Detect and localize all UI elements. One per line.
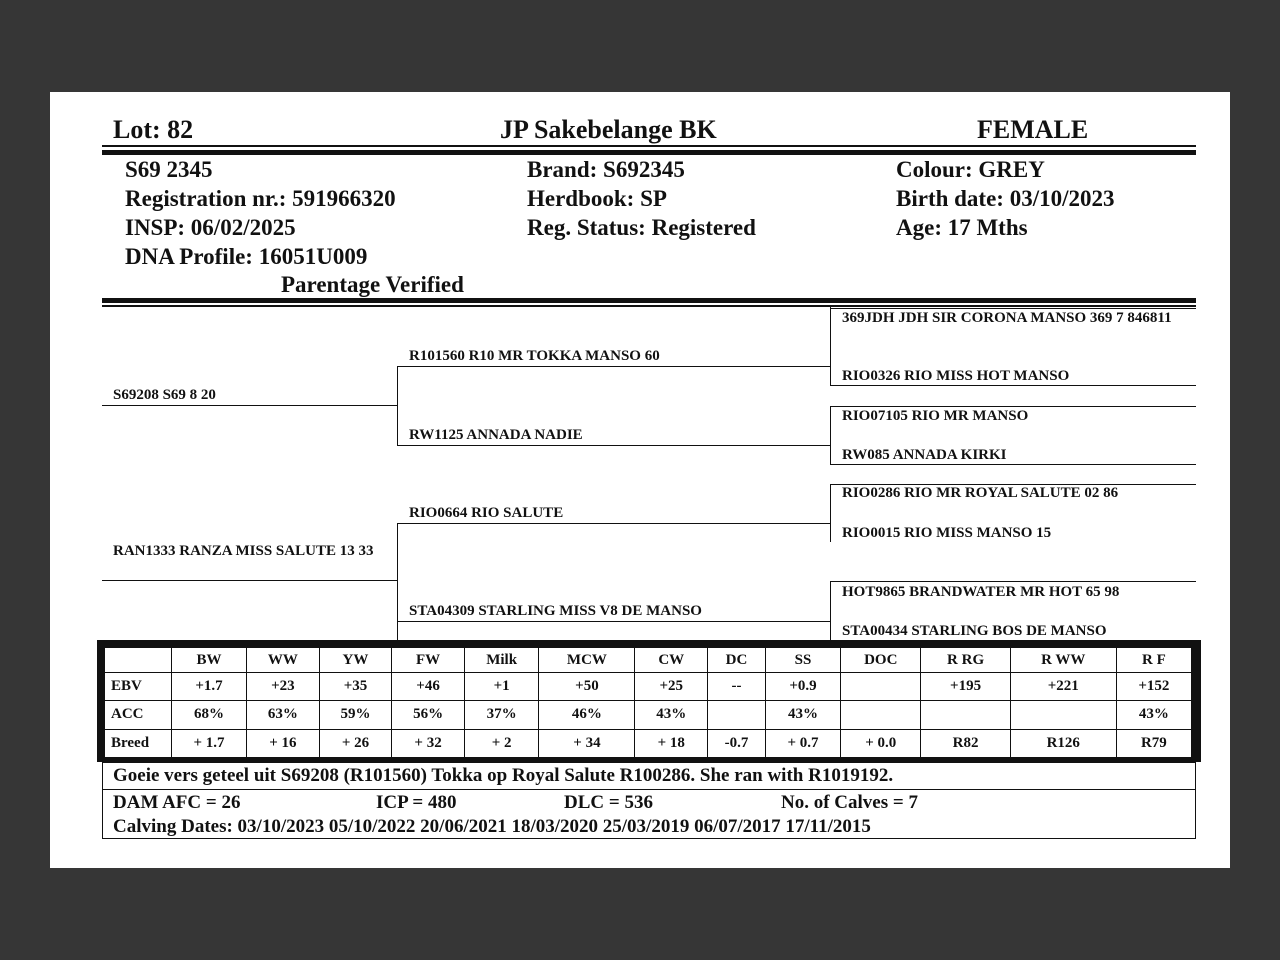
info-rule-top [102,298,1196,303]
ebv-cell: +25 [635,673,708,701]
breed-cell: -0.7 [708,729,766,757]
ebv-cell: +0.9 [765,673,840,701]
sire-sire-name: R101560 R10 MR TOKKA MANSO 60 [409,348,660,364]
breed-cell: + 32 [392,729,465,757]
dam-sire-line [397,523,831,524]
calving-dates: Calving Dates: 03/10/2023 05/10/2022 20/06/2021 18/03/2020 25/03/2019 06/07/2017 17/11/2015 [113,816,871,837]
acc-cell: 43% [1116,701,1191,729]
ebv-col-header: CW [635,648,708,673]
ebv-cell [841,673,921,701]
dam-line [102,580,398,581]
info-rule-bottom [102,305,1196,307]
header-rule-top [102,145,1196,147]
ebv-cell: +46 [392,673,465,701]
acc-cell: 37% [464,701,539,729]
ggp-name-8: STA00434 STARLING BOS DE MANSO [842,623,1107,639]
sire-dam-line [397,445,831,446]
ggp-name-5: RIO0286 RIO MR ROYAL SALUTE 02 86 [842,485,1119,501]
ebv-cell: +23 [247,673,320,701]
ggp-name-7: HOT9865 BRANDWATER MR HOT 65 98 [842,584,1120,600]
acc-row-label: ACC [105,701,172,729]
dam-sire-name: RIO0664 RIO SALUTE [409,505,564,521]
dam-info-box [102,789,1196,839]
acc-cell [921,701,1010,729]
ebv-col-header: Milk [464,648,539,673]
ebv-header-row [105,648,1192,673]
acc-cell: 43% [765,701,840,729]
breed-cell: + 34 [539,729,635,757]
ss-bracket [830,307,831,385]
comment-text: Goeie vers geteel uit S69208 (R101560) Tokka op Royal Salute R100286. She ran with R1019192. [113,765,894,786]
colour: Colour: GREY [896,157,1045,182]
breed-cell: + 2 [464,729,539,757]
acc-cell: 68% [172,701,247,729]
breed-cell: R79 [1116,729,1191,757]
sire-dam-name: RW1125 ANNADA NADIE [409,427,583,443]
dam-dam-name: STA04309 STARLING MISS V8 DE MANSO [409,603,702,619]
header-rule-bottom [102,150,1196,155]
breed-cell: + 0.7 [765,729,840,757]
ebv-col-header: DOC [841,648,921,673]
dam-afc: DAM AFC = 26 [113,792,241,813]
breed-cell: + 1.7 [172,729,247,757]
birth-date: Birth date: 03/10/2023 [896,186,1115,211]
breed-cell: R82 [921,729,1010,757]
ebv-table-frame [97,640,1201,762]
ebv-cell: +1.7 [172,673,247,701]
ebv-col-header: R F [1116,648,1191,673]
lot-card [50,92,1230,868]
ebv-row [105,673,1192,701]
animal-id: S69 2345 [125,157,213,182]
sex-label: FEMALE [977,115,1089,144]
acc-cell [841,701,921,729]
sire-name: S69208 S69 8 20 [113,387,216,403]
dam-calves: No. of Calves = 7 [781,792,918,813]
ebv-col-header: R RG [921,648,1010,673]
ebv-cell: +221 [1010,673,1116,701]
ebv-col-header: BW [172,648,247,673]
dam-dam-line [397,621,831,622]
parentage-status: Parentage Verified [281,272,464,297]
herdbook: Herdbook: SP [527,186,667,211]
ebv-col-header: DC [708,648,766,673]
sire-bracket [397,366,398,445]
insp-date: INSP: 06/02/2025 [125,215,296,240]
ggp-name-4: RW085 ANNADA KIRKI [842,447,1007,463]
breed-cell: + 26 [319,729,392,757]
age: Age: 17 Mths [896,215,1028,240]
ebv-table [104,647,1192,758]
acc-cell: 56% [392,701,465,729]
ebv-row-label: EBV [105,673,172,701]
dam-name: RAN1333 RANZA MISS SALUTE 13 33 [113,543,374,559]
ebv-cell: +1 [464,673,539,701]
breed-cell: + 0.0 [841,729,921,757]
ds-bracket [830,484,831,542]
breed-cell: + 18 [635,729,708,757]
registration-number: Registration nr.: 591966320 [125,186,396,211]
acc-cell: 43% [635,701,708,729]
ebv-col-header: FW [392,648,465,673]
ggp-name-6: RIO0015 RIO MISS MANSO 15 [842,525,1052,541]
dam-bracket [397,523,398,641]
sd-bracket [830,406,831,465]
ebv-cell: +195 [921,673,1010,701]
ebv-col-header: WW [247,648,320,673]
ebv-col-header: SS [765,648,840,673]
lot-number: Lot: 82 [113,115,194,144]
dam-icp: ICP = 480 [376,792,457,813]
ebv-cell: +50 [539,673,635,701]
comment-box [102,762,1196,791]
ebv-cell: +35 [319,673,392,701]
registration-status: Reg. Status: Registered [527,215,756,240]
ebv-cell: +152 [1116,673,1191,701]
ebv-col-header: R WW [1010,648,1116,673]
acc-cell [708,701,766,729]
breed-cell: R126 [1010,729,1116,757]
ggp-name-3: RIO07105 RIO MR MANSO [842,408,1029,424]
ebv-col-header: MCW [539,648,635,673]
ebv-cell: -- [708,673,766,701]
dd-bracket [830,582,831,640]
acc-cell: 46% [539,701,635,729]
dam-dlc: DLC = 536 [564,792,653,813]
breed-row-label: Breed [105,729,172,757]
acc-row [105,701,1192,729]
breed-row [105,729,1192,757]
ggp-line-7 [830,581,1196,582]
ggp-name-1: 369JDH JDH SIR CORONA MANSO 369 7 846811 [842,310,1172,326]
breed-cell: + 16 [247,729,320,757]
sire-line [102,405,398,406]
brand: Brand: S692345 [527,157,685,182]
dna-profile: DNA Profile: 16051U009 [125,244,368,269]
sire-sire-line [397,366,831,367]
acc-cell [1010,701,1116,729]
acc-cell: 59% [319,701,392,729]
acc-cell: 63% [247,701,320,729]
ebv-col-header: YW [319,648,392,673]
ggp-name-2: RIO0326 RIO MISS HOT MANSO [842,368,1070,384]
owner-name: JP Sakebelange BK [500,115,717,144]
ebv-corner [105,648,172,673]
